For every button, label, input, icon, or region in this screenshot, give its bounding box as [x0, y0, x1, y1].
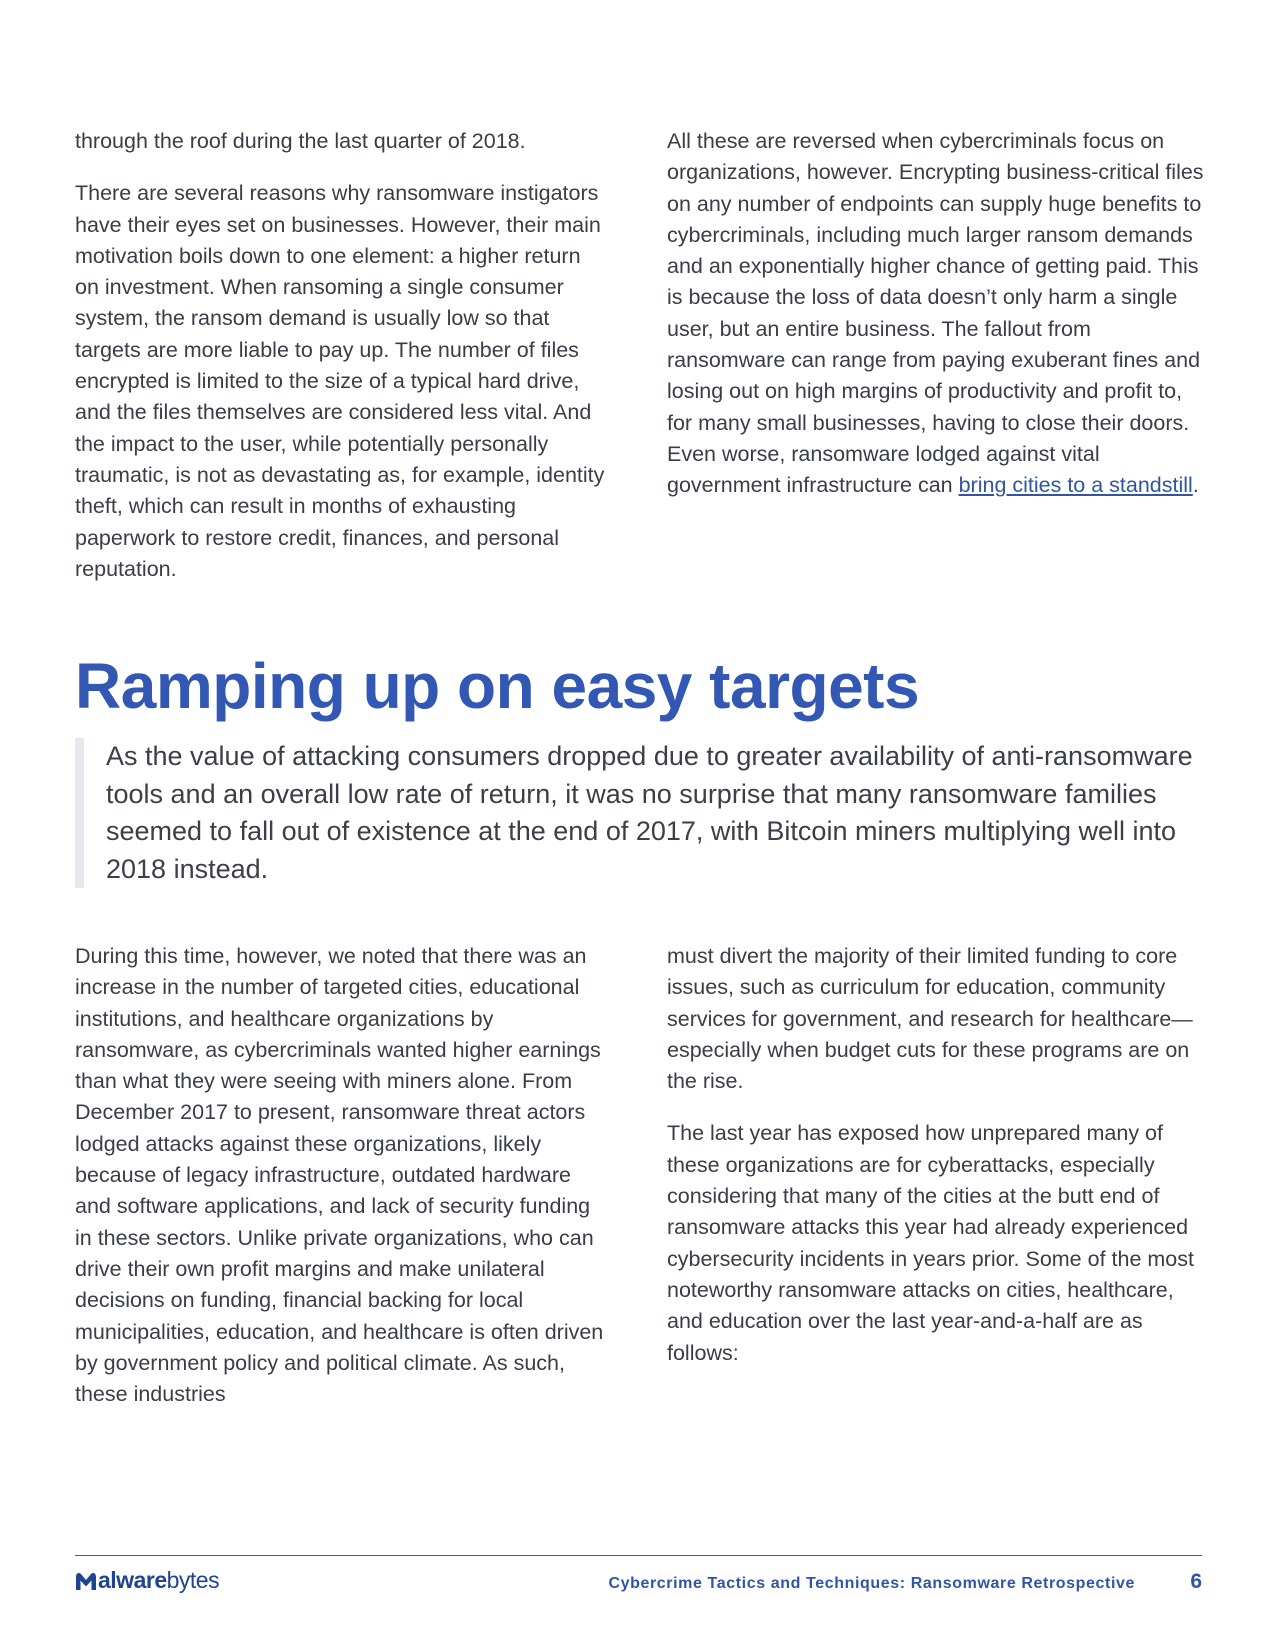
- bottom-left-column: [75, 941, 610, 1410]
- malwarebytes-m-icon: [75, 1571, 97, 1591]
- logo-text-light: bytes: [166, 1567, 220, 1593]
- top-left-column: [75, 126, 610, 585]
- paragraph: must divert the majority of their limited funding to core issues, such as curriculum for education, community services for government, and research for healthcare—especially when budget cuts for these programs are on the rise.: [667, 944, 1193, 1094]
- pull-quote: As the value of attacking consumers dropped due to greater availability of anti-ransomware tools and an overall low rate of return, it was no surprise that many ransomware families seemed to fall out of existence at the end of 2017, with Bitcoin miners multiplying well into 2018 instead.: [75, 738, 1216, 888]
- paragraph: During this time, however, we noted that there was an increase in the number of targeted cities, educational institutions, and healthcare organizations by ransomware, as cybercriminals wanted higher earnings than what they were seeing with miners alone. From December 2017 to present, ransomware threat actors lodged attacks against these organizations, likely because of legacy infrastructure, outdated hardware and software applications, and lack of security funding in these sectors. Unlike private organizations, who can drive their own profit margins and make unilateral decisions on funding, financial backing for local municipalities, education, and healthcare is often driven by government policy and political climate. As such, these industries: [75, 944, 604, 1407]
- section-heading: Ramping up on easy targets: [75, 650, 920, 722]
- standstill-link[interactable]: bring cities to a standstill: [958, 473, 1193, 498]
- paragraph-text: All these are reversed when cybercriminals focus on organizations, however. Encrypting business-critical files on any number of endpoints can supply huge benefits to cybercriminals, including much larger ransom demands and an exponentially higher chance of getting paid. This is because the loss of data doesn’t only harm a single user, but an entire business. The fallout from ransomware can range from paying exuberant fines and losing out on high margins of productivity and profit to, for many small businesses, having to close their doors. Even worse, ransomware lodged against vital government infrastructure can: [667, 129, 1204, 498]
- bottom-right-column: [667, 941, 1207, 1369]
- paragraph-end: .: [1192, 473, 1199, 498]
- paragraph: through the roof during the last quarter of 2018.: [75, 129, 526, 153]
- footer-document-title: Cybercrime Tactics and Techniques: Ransomware Retrospective: [608, 1575, 1135, 1592]
- paragraph: The last year has exposed how unprepared many of these organizations are for cyberattacks, especially considering that many of the cities at the butt end of ransomware attacks this year had already experienced cybersecurity incidents in years prior. Some of the most noteworthy ransomware attacks on cities, healthcare, and education over the last year-and-a-half are as follows:: [667, 1121, 1194, 1365]
- page-number: 6: [1190, 1570, 1202, 1593]
- footer-divider: [75, 1555, 1202, 1556]
- paragraph: [667, 126, 1207, 502]
- paragraph: There are several reasons why ransomware instigators have their eyes set on businesses. However, their main motivation boils down to one element: a higher return on investment. When ransoming a single consumer system, the ransom demand is usually low so that targets are more liable to pay up. The number of files encrypted is limited to the size of a typical hard drive, and the files themselves are considered less vital. And the impact to the user, while potentially personally traumatic, is not as devastating as, for example, identity theft, which can result in months of exhausting paperwork to restore credit, finances, and personal reputation.: [75, 181, 605, 581]
- malwarebytes-logo: [75, 1567, 219, 1594]
- top-right-column: [667, 126, 1207, 502]
- logo-text-bold: alware: [98, 1567, 167, 1593]
